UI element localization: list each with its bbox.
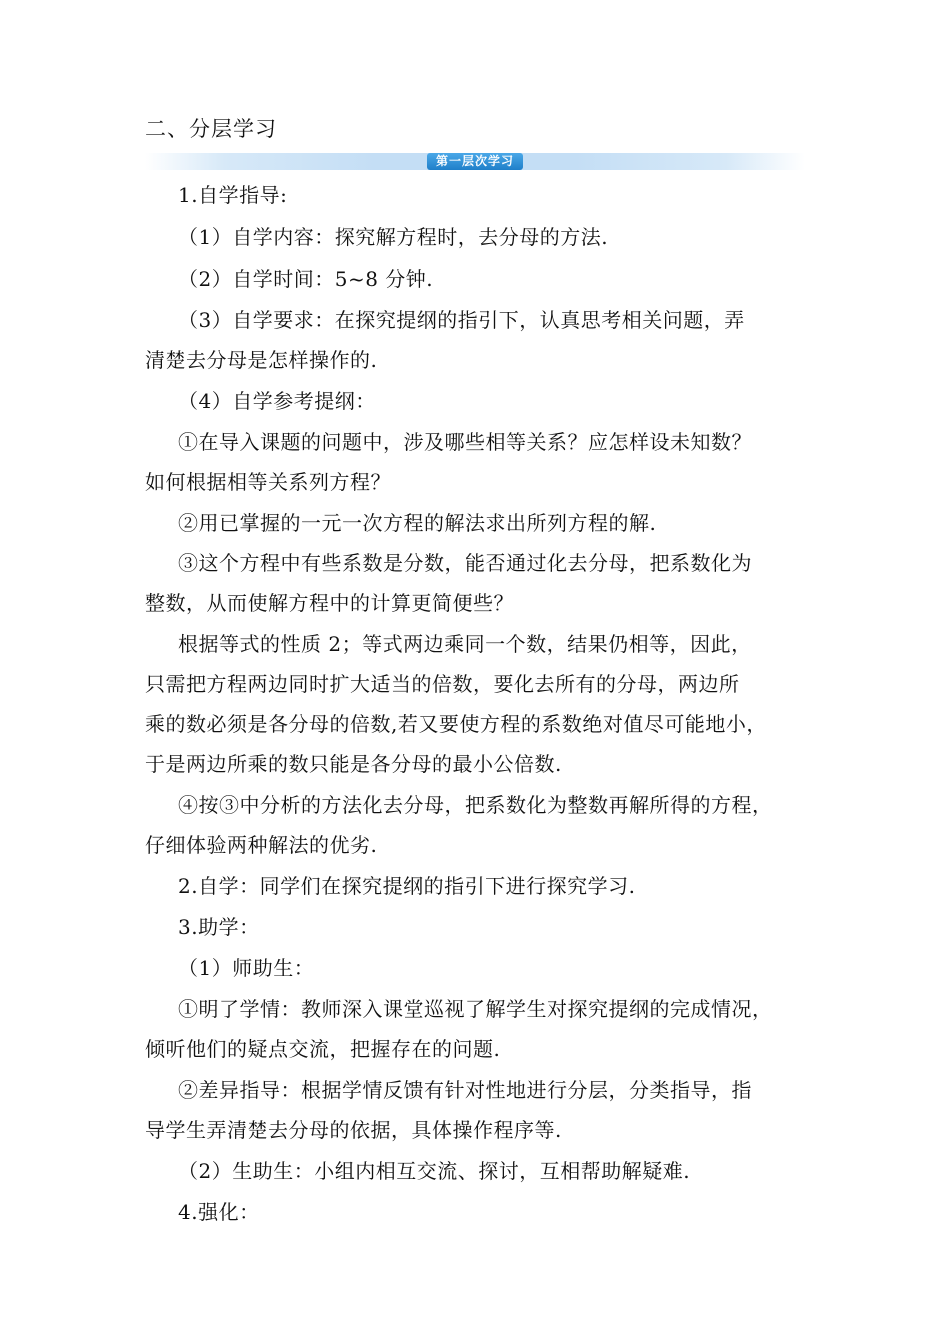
outline-item-3-line-2: 整数，从而使解方程中的计算更简便些？ xyxy=(145,591,514,615)
teacher-assist-item-2-line-1: ②差异指导：根据学情反馈有针对性地进行分层，分类指导，指 xyxy=(178,1078,752,1102)
teacher-assist-item-1-line-2: 倾听他们的疑点交流，把握存在的问题. xyxy=(145,1037,501,1061)
teacher-assist-heading: （1）师助生： xyxy=(178,956,315,980)
teacher-assist-item-2-line-2: 导学生弄清楚去分母的依据，具体操作程序等. xyxy=(145,1118,562,1142)
guide-requirement-line-2: 清楚去分母是怎样操作的. xyxy=(145,348,378,372)
assist-heading: 3.助学： xyxy=(178,915,260,939)
explanation-line-1: 根据等式的性质 2；等式两边乘同一个数，结果仍相等，因此， xyxy=(178,632,752,656)
guide-heading: 1.自学指导: xyxy=(178,183,288,207)
guide-requirement-line-1: （3）自学要求：在探究提纲的指引下，认真思考相关问题，弄 xyxy=(178,308,745,332)
outline-item-4-line-1: ④按③中分析的方法化去分母，把系数化为整数再解所得的方程， xyxy=(178,793,773,817)
guide-time: （2）自学时间：5~8 分钟. xyxy=(178,267,434,291)
outline-item-1-line-2: 如何根据相等关系列方程？ xyxy=(145,470,391,494)
explanation-line-3: 乘的数必须是各分母的倍数,若又要使方程的系数绝对值尽可能地小， xyxy=(145,712,767,736)
reinforce-heading: 4.强化： xyxy=(178,1200,260,1224)
level-banner-label: 第一层次学习 xyxy=(427,153,523,170)
guide-content: （1）自学内容：探究解方程时，去分母的方法. xyxy=(178,225,609,249)
level-banner xyxy=(145,153,805,170)
self-study-step: 2.自学：同学们在探究提纲的指引下进行探究学习. xyxy=(178,874,636,898)
teacher-assist-item-1-line-1: ①明了学情：教师深入课堂巡视了解学生对探究提纲的完成情况， xyxy=(178,997,773,1021)
student-assist: （2）生助生：小组内相互交流、探讨，互相帮助解疑难. xyxy=(178,1159,691,1183)
section-heading: 二、分层学习 xyxy=(145,117,277,141)
explanation-line-4: 于是两边所乘的数只能是各分母的最小公倍数. xyxy=(145,752,562,776)
outline-item-3-line-1: ③这个方程中有些系数是分数，能否通过化去分母，把系数化为 xyxy=(178,551,752,575)
outline-item-2: ②用已掌握的一元一次方程的解法求出所列方程的解. xyxy=(178,511,657,535)
explanation-line-2: 只需把方程两边同时扩大适当的倍数，要化去所有的分母，两边所 xyxy=(145,672,740,696)
outline-item-4-line-2: 仔细体验两种解法的优劣. xyxy=(145,833,378,857)
guide-outline-heading: （4）自学参考提纲： xyxy=(178,389,376,413)
outline-item-1-line-1: ①在导入课题的问题中，涉及哪些相等关系？应怎样设未知数？ xyxy=(178,430,752,454)
